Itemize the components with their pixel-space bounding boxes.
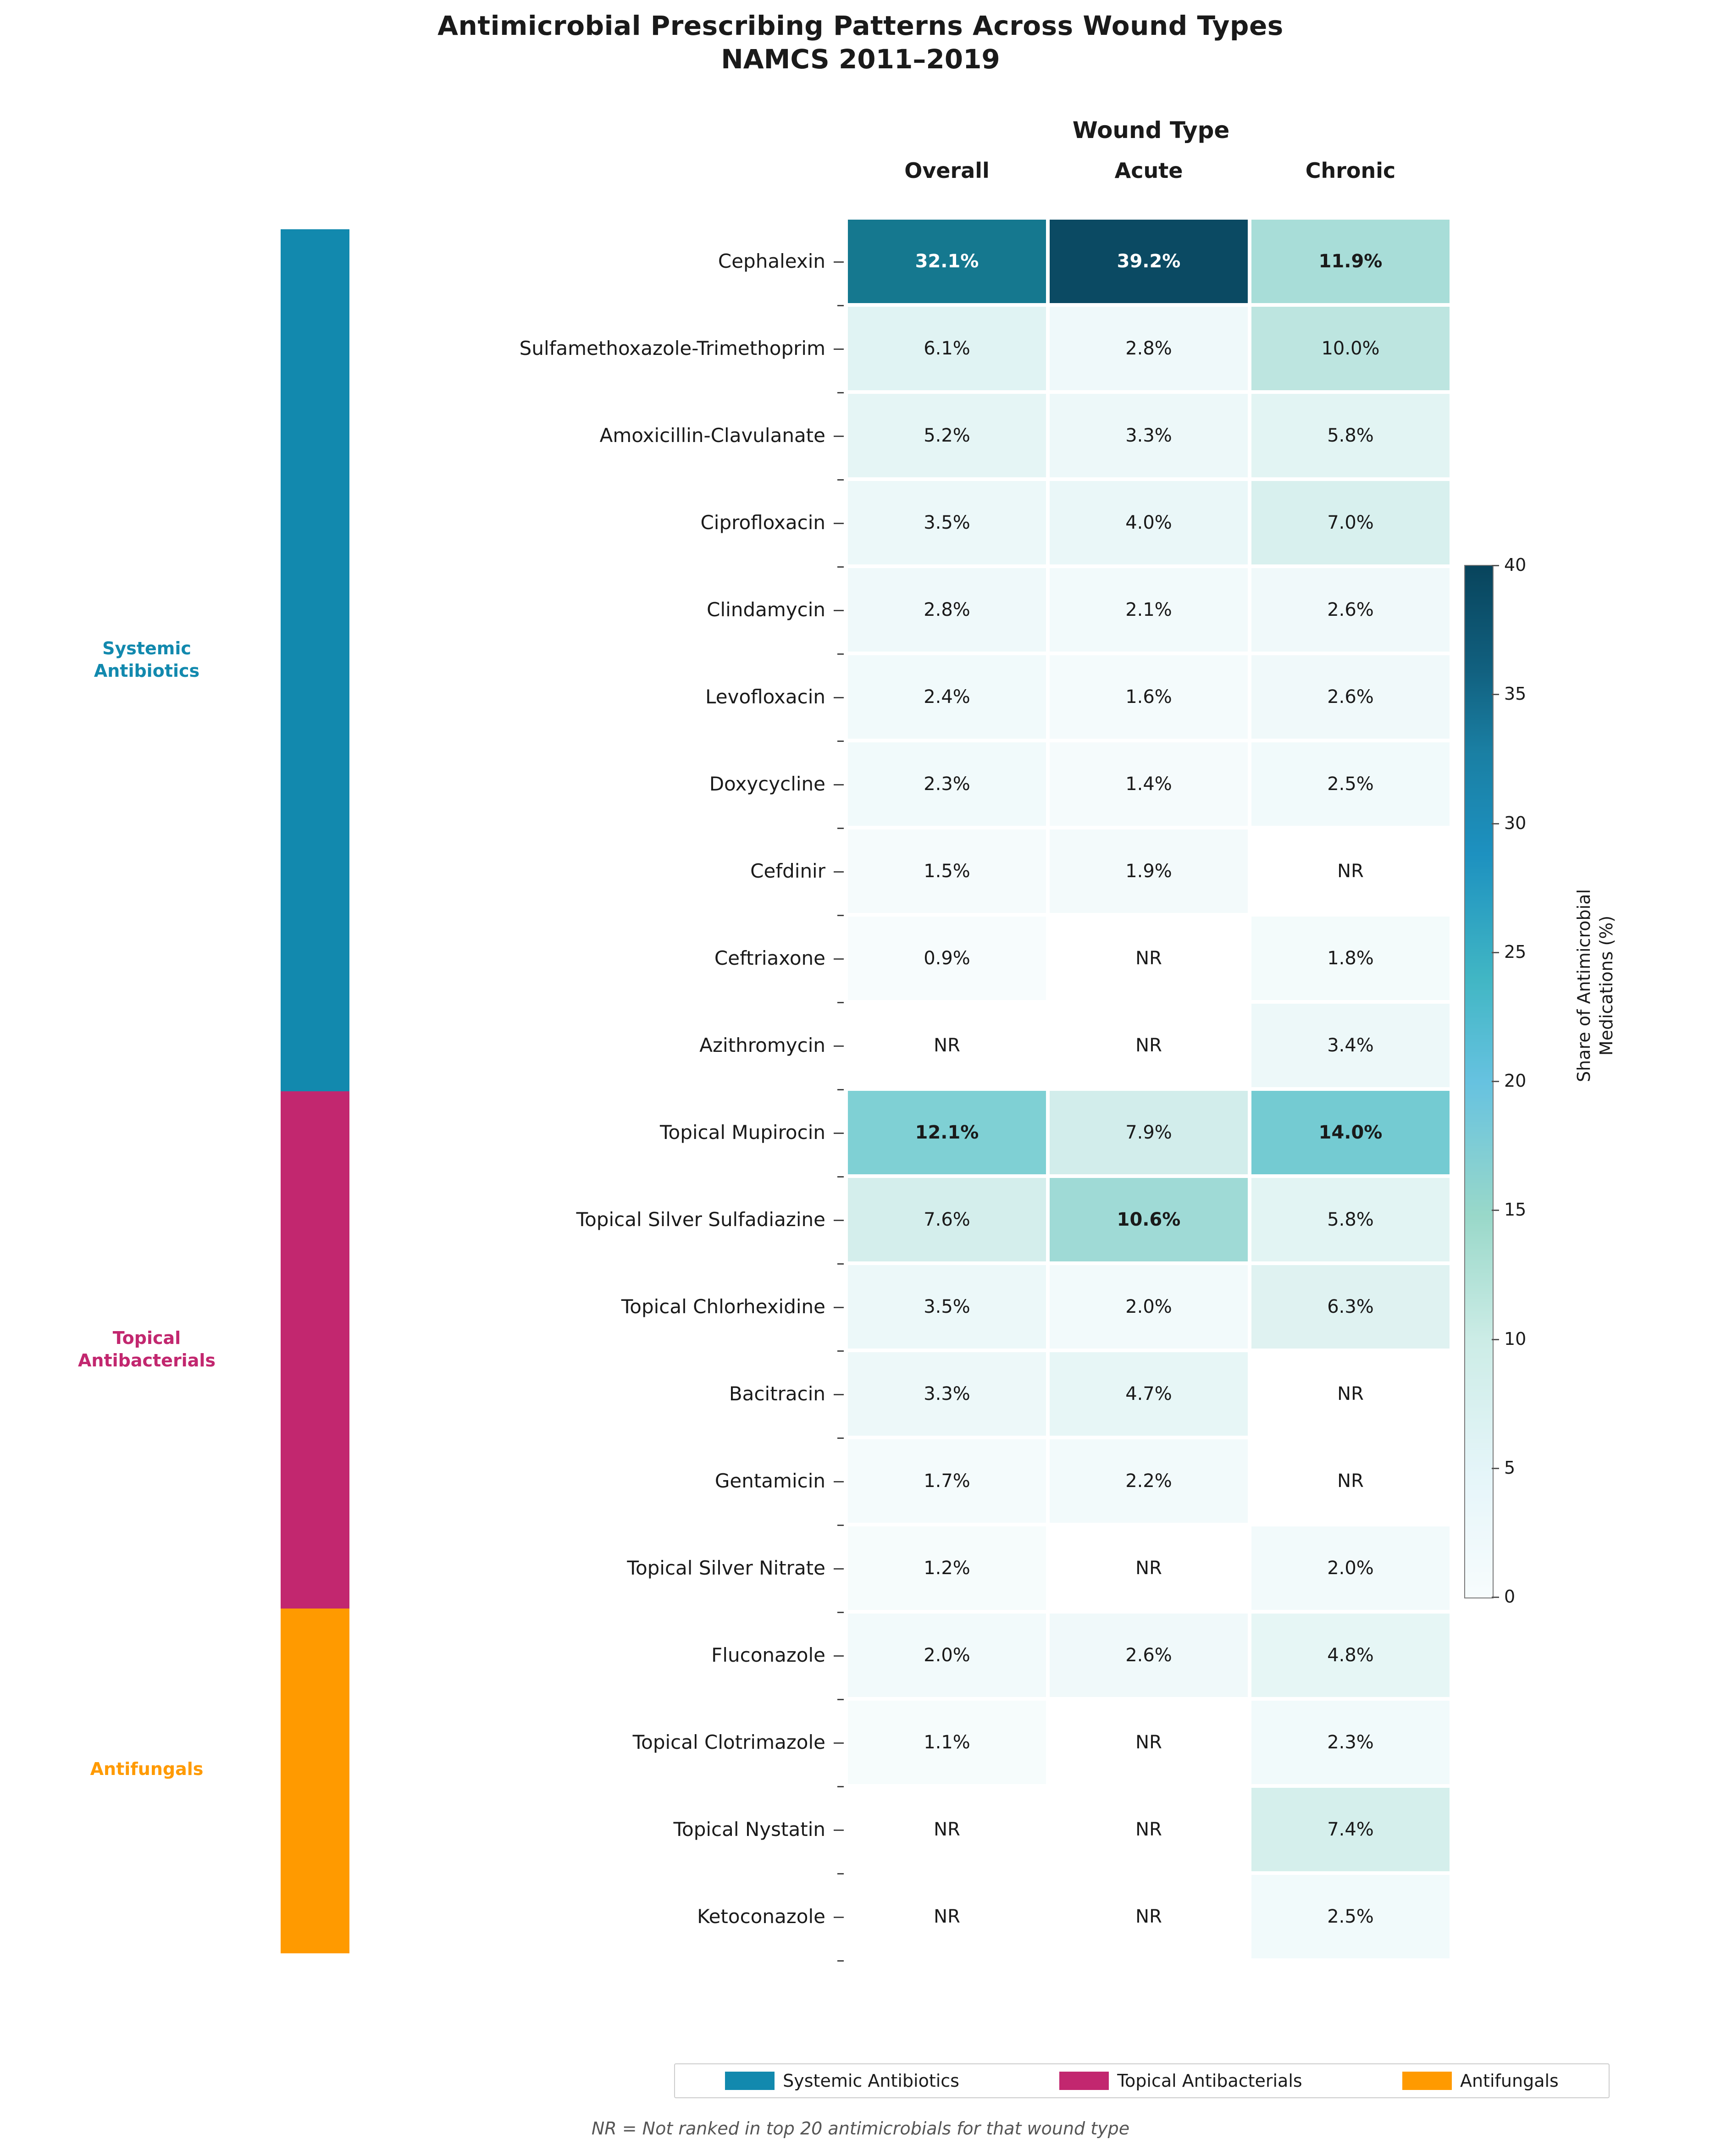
colorbar-tick-label: 20 [1504,1071,1527,1091]
colorbar-tick-label: 0 [1504,1587,1516,1607]
chart-title-line1: Antimicrobial Prescribing Patterns Across Wound Types [437,10,1284,41]
axis-tick [834,1481,844,1482]
heatmap-cell: 32.1% [846,218,1048,305]
axis-minor-tick [837,479,844,481]
row-label: Topical Chlorhexidine [621,1295,825,1318]
legend-label: Antifungals [1460,2071,1559,2091]
heatmap-cell: 2.0% [1048,1263,1250,1350]
heatmap-cell: 2.0% [1250,1525,1451,1612]
heatmap-cell: NR [846,1873,1048,1960]
heatmap-row [846,1699,1451,1786]
heatmap-cell: 7.6% [846,1176,1048,1263]
heatmap-row [846,1873,1451,1960]
heatmap-cell: 0.9% [846,915,1048,1002]
heatmap-cell: 6.1% [846,305,1048,392]
category-label-line1: Topical [112,1328,181,1348]
heatmap-cell: 2.8% [1048,305,1250,392]
colorbar-tick-mark [1492,823,1499,824]
category-label-line2: Antibacterials [77,1350,216,1371]
row-label: Ketoconazole [697,1905,825,1928]
colorbar-tick-label: 40 [1504,555,1527,575]
row-label: Sulfamethoxazole-Trimethoprim [519,337,825,359]
heatmap-row [846,741,1451,828]
axis-minor-tick [837,741,844,742]
axis-tick [834,348,844,350]
axis-tick [834,1917,844,1918]
row-label: Cephalexin [718,250,825,272]
heatmap-cell: 1.2% [846,1525,1048,1612]
heatmap-row [846,653,1451,741]
column-header-overall: Overall [904,158,990,183]
heatmap-row [846,1089,1451,1176]
legend-label: Systemic Antibiotics [783,2071,959,2091]
heatmap-row [846,218,1451,305]
legend-swatch [725,2072,775,2090]
colorbar-tick-mark [1492,952,1499,953]
category-label-topical-antibacterials [28,1327,266,1372]
row-label: Clindamycin [707,598,825,621]
colorbar-tick-mark [1492,1597,1499,1598]
heatmap-cell: 1.1% [846,1699,1048,1786]
category-label-line1: Antifungals [90,1759,204,1779]
column-group-title: Wound Type [1072,117,1230,144]
axis-tick [834,1394,844,1395]
chart-title [0,9,1721,76]
heatmap-cell: 1.4% [1048,741,1250,828]
row-label: Gentamicin [714,1470,825,1492]
heatmap-row [846,1437,1451,1525]
axis-tick [834,1045,844,1047]
heatmap-cell: 12.1% [846,1089,1048,1176]
row-label: Ciprofloxacin [700,511,825,534]
category-label-systemic-antibiotics [28,637,266,683]
axis-minor-tick [837,1612,844,1613]
category-label-antifungals [28,1758,266,1780]
axis-tick [834,871,844,873]
heatmap-cell: 7.9% [1048,1089,1250,1176]
axis-minor-tick [837,1786,844,1787]
heatmap-cell: 4.7% [1048,1350,1250,1437]
heatmap-row [846,305,1451,392]
heatmap-cell: 7.4% [1250,1786,1451,1873]
heatmap-cell: 1.7% [846,1437,1048,1525]
heatmap-row [846,1176,1451,1263]
row-label: Fluconazole [711,1644,825,1666]
axis-minor-tick [837,828,844,829]
axis-minor-tick [837,915,844,916]
colorbar-gradient [1464,565,1494,1598]
heatmap-cell: 6.3% [1250,1263,1451,1350]
heatmap-cell: 2.6% [1250,566,1451,653]
colorbar-tick-mark [1492,1210,1499,1211]
heatmap-cell: 2.8% [846,566,1048,653]
colorbar-tick-label: 10 [1504,1328,1527,1349]
heatmap-row [846,1612,1451,1699]
heatmap-cell: 2.0% [846,1612,1048,1699]
axis-tick [834,261,844,263]
heatmap-cell: 3.5% [846,1263,1048,1350]
colorbar-tick-label: 5 [1504,1457,1516,1478]
axis-minor-tick [837,566,844,568]
axis-minor-tick [837,1699,844,1700]
heatmap-row [846,392,1451,479]
colorbar-axis-label [1573,889,1618,1082]
heatmap-cell: 10.0% [1250,305,1451,392]
heatmap-cell: NR [1250,1350,1451,1437]
axis-minor-tick [837,1525,844,1526]
heatmap-cell: NR [846,1002,1048,1089]
legend-swatch [1059,2072,1109,2090]
axis-tick [834,1655,844,1657]
heatmap-row [846,1350,1451,1437]
heatmap-cell: 1.8% [1250,915,1451,1002]
colorbar-tick-label: 15 [1504,1200,1527,1220]
axis-tick [834,1568,844,1570]
column-headers [846,158,1451,183]
row-label: Bacitracin [729,1382,825,1405]
colorbar-tick-mark [1492,694,1499,695]
axis-tick [834,436,844,437]
heatmap-cell: 3.4% [1250,1002,1451,1089]
axis-minor-tick [837,653,844,655]
row-label: Topical Nystatin [673,1818,825,1841]
heatmap-row [846,479,1451,566]
heatmap-row [846,566,1451,653]
axis-minor-tick [837,1960,844,1962]
heatmap-row [846,915,1451,1002]
legend-label: Topical Antibacterials [1117,2071,1302,2091]
axis-tick [834,958,844,960]
chart-title-line2: NAMCS 2011–2019 [721,43,1000,75]
axis-minor-tick [837,1437,844,1439]
legend-item[interactable] [1402,2071,1559,2091]
heatmap-cell: 2.5% [1250,741,1451,828]
heatmap-cell: 3.3% [846,1350,1048,1437]
heatmap-cell: NR [1048,1002,1250,1089]
heatmap-cell: 5.2% [846,392,1048,479]
heatmap-cell: 2.6% [1250,653,1451,741]
heatmap-cell: 2.6% [1048,1612,1250,1699]
column-header-acute: Acute [1114,158,1183,183]
axis-tick [834,1742,844,1744]
axis-tick [834,1830,844,1831]
heatmap-row [846,1786,1451,1873]
axis-minor-tick [837,1873,844,1874]
legend [674,2063,1610,2098]
axis-tick [834,1133,844,1134]
heatmap-cell: 2.1% [1048,566,1250,653]
row-label: Topical Silver Sulfadiazine [576,1208,825,1231]
heatmap-cell: 3.5% [846,479,1048,566]
heatmap-cell: 2.4% [846,653,1048,741]
colorbar-label-line2: Medications (%) [1596,915,1617,1056]
heatmap-cell: 1.5% [846,828,1048,915]
heatmap-cell: 1.9% [1048,828,1250,915]
row-label: Ceftriaxone [714,947,825,969]
heatmap-row [846,828,1451,915]
axis-tick [834,523,844,524]
row-label: Topical Clotrimazole [632,1731,825,1753]
heatmap-cell: NR [1250,828,1451,915]
colorbar-tick-mark [1492,565,1499,566]
legend-item[interactable] [725,2071,959,2091]
row-label: Topical Mupirocin [660,1121,825,1144]
heatmap-grid [846,218,1451,1960]
heatmap-cell: 2.3% [846,741,1048,828]
colorbar-label-line1: Share of Antimicrobial [1574,889,1594,1082]
heatmap-cell: 5.8% [1250,392,1451,479]
legend-item[interactable] [1059,2071,1302,2091]
heatmap-cell: 39.2% [1048,218,1250,305]
colorbar-tick-label: 25 [1504,941,1527,962]
heatmap-cell: 2.2% [1048,1437,1250,1525]
heatmap-cell: NR [846,1786,1048,1873]
axis-minor-tick [837,1350,844,1352]
axis-minor-tick [837,1089,844,1090]
row-label: Doxycycline [709,773,825,795]
legend-swatch [1402,2072,1452,2090]
category-label-line2: Antibiotics [94,661,200,681]
heatmap-cell: 11.9% [1250,218,1451,305]
heatmap-cell: 1.6% [1048,653,1250,741]
colorbar-tick-mark [1492,1081,1499,1082]
colorbar-tick-label: 30 [1504,813,1527,833]
heatmap-cell: 2.3% [1250,1699,1451,1786]
axis-minor-tick [837,305,844,306]
axis-tick [834,1220,844,1221]
heatmap-row [846,1525,1451,1612]
footnote: NR = Not ranked in top 20 antimicrobials for that wound type [591,2118,1130,2139]
column-header-chronic: Chronic [1305,158,1396,183]
heatmap-cell: NR [1048,915,1250,1002]
axis-tick [834,610,844,611]
colorbar-tick-label: 35 [1504,684,1527,704]
axis-minor-tick [837,1002,844,1003]
heatmap-cell: 2.5% [1250,1873,1451,1960]
axis-tick [834,1307,844,1308]
heatmap-cell: NR [1048,1699,1250,1786]
row-label: Topical Silver Nitrate [627,1557,825,1579]
heatmap-cell: NR [1048,1873,1250,1960]
colorbar-tick-mark [1492,1468,1499,1469]
heatmap-cell: 14.0% [1250,1089,1451,1176]
axis-minor-tick [837,1176,844,1178]
heatmap-cell: 7.0% [1250,479,1451,566]
heatmap-cell: 10.6% [1048,1176,1250,1263]
row-label: Amoxicillin-Clavulanate [599,424,825,447]
axis-tick [834,697,844,698]
row-label: Azithromycin [699,1034,825,1056]
heatmap-row [846,1263,1451,1350]
row-label: Cefdinir [750,860,825,882]
axis-minor-tick [837,1263,844,1265]
heatmap-cell: NR [1048,1786,1250,1873]
axis-minor-tick [837,392,844,393]
heatmap-row [846,1002,1451,1089]
heatmap-cell: 5.8% [1250,1176,1451,1263]
heatmap-cell: 3.3% [1048,392,1250,479]
heatmap-cell: NR [1250,1437,1451,1525]
heatmap-cell: 4.8% [1250,1612,1451,1699]
row-label: Levofloxacin [705,685,825,708]
axis-tick [834,784,844,785]
heatmap-cell: 4.0% [1048,479,1250,566]
colorbar-tick-mark [1492,1339,1499,1340]
category-label-line1: Systemic [102,638,191,658]
heatmap-cell: NR [1048,1525,1250,1612]
